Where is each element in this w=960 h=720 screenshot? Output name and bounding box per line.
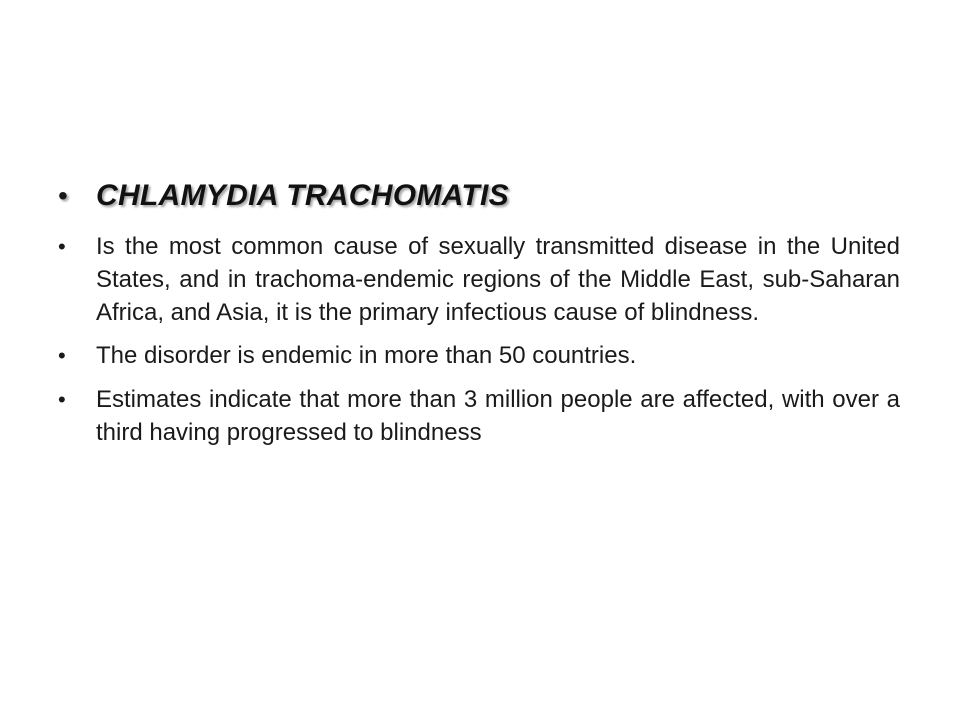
- bullet-text: The disorder is endemic in more than 50 countries.: [96, 342, 637, 369]
- bullet-icon: •: [58, 234, 66, 259]
- slide-content: [58, 176, 900, 459]
- heading-row: [58, 176, 900, 216]
- bullet-text: Estimates indicate that more than 3 million people are affected, with over a third having progressed to blindness: [96, 386, 900, 446]
- bullet-text: Is the most common cause of sexually transmitted disease in the United States, and in trachoma-endemic regions of the Middle East, sub-Saharan Africa, and Asia, it is the primary infectious cause of blindness.: [96, 233, 900, 326]
- bullet-item: [58, 339, 900, 373]
- slide-heading: CHLAMYDIA TRACHOMATIS: [96, 179, 509, 212]
- bullet-icon: •: [58, 180, 68, 211]
- bullet-icon: •: [58, 387, 66, 412]
- bullet-item: [58, 383, 900, 449]
- bullet-item: [58, 230, 900, 329]
- bullet-icon: •: [58, 343, 66, 368]
